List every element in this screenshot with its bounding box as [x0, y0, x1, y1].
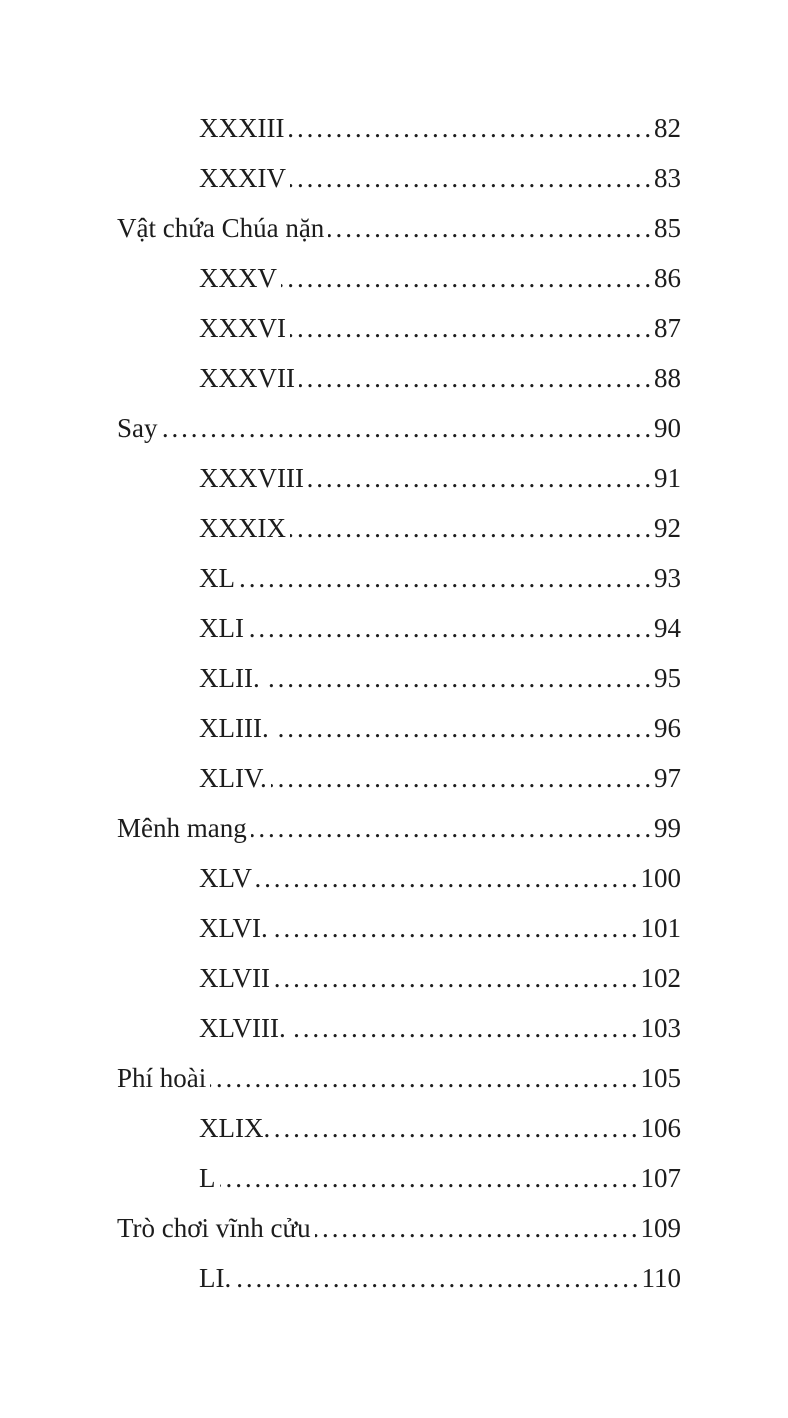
- toc-entry-label: XL: [199, 563, 235, 593]
- toc-entry-page-number: 88: [654, 363, 681, 393]
- toc-entry: [117, 1103, 681, 1153]
- dot-leader: [248, 603, 654, 653]
- toc-entry-page-number: 103: [640, 1013, 681, 1043]
- dot-leader: [281, 253, 654, 303]
- toc-entry: [117, 803, 681, 853]
- toc-entry-label: Trò chơi vĩnh cửu: [117, 1213, 311, 1243]
- toc-entry-label: XLVIII.: [199, 1013, 286, 1043]
- toc-entry-page-number: 99: [654, 813, 681, 843]
- toc-entry-label: XXXV: [199, 263, 277, 293]
- toc-entry: [117, 303, 681, 353]
- table-of-contents: [117, 103, 681, 1303]
- dot-leader: [328, 203, 654, 253]
- toc-entry: [117, 503, 681, 553]
- toc-entry-label: LI.: [199, 1263, 232, 1293]
- toc-entry-label: XXXIV: [199, 163, 286, 193]
- toc-entry: [117, 703, 681, 753]
- toc-entry: [117, 853, 681, 903]
- toc-entry-label: XLIII.: [199, 713, 269, 743]
- toc-entry-label: XXXVIII: [199, 463, 304, 493]
- toc-entry: [117, 353, 681, 403]
- dot-leader: [256, 853, 640, 903]
- dot-leader: [288, 103, 654, 153]
- toc-entry: [117, 1053, 681, 1103]
- toc-entry: [117, 253, 681, 303]
- toc-entry-label: XXXIII: [199, 113, 285, 143]
- dot-leader: [273, 703, 654, 753]
- toc-entry-page-number: 93: [654, 563, 681, 593]
- toc-entry-label: XLIV.: [199, 763, 267, 793]
- toc-entry-label: XXXVI: [199, 313, 286, 343]
- toc-entry-page-number: 83: [654, 163, 681, 193]
- toc-entry-label: XLIX.: [199, 1113, 271, 1143]
- dot-leader: [290, 153, 654, 203]
- toc-entry-page-number: 86: [654, 263, 681, 293]
- dot-leader: [239, 553, 654, 603]
- toc-entry-label: Say: [117, 413, 158, 443]
- toc-entry-page-number: 85: [654, 213, 681, 243]
- toc-entry-page-number: 100: [640, 863, 681, 893]
- toc-entry: [117, 1203, 681, 1253]
- toc-entry-label: XLII.: [199, 663, 260, 693]
- dot-leader: [290, 503, 654, 553]
- dot-leader: [264, 653, 654, 703]
- toc-entry-label: L: [199, 1163, 216, 1193]
- toc-entry-page-number: 95: [654, 663, 681, 693]
- dot-leader: [235, 1253, 641, 1303]
- dot-leader: [274, 953, 641, 1003]
- toc-entry-label: XXXVII: [199, 363, 295, 393]
- dot-leader: [220, 1153, 641, 1203]
- toc-entry: [117, 203, 681, 253]
- toc-entry: [117, 653, 681, 703]
- dot-leader: [290, 303, 654, 353]
- dot-leader: [210, 1053, 640, 1103]
- dot-leader: [290, 1003, 641, 1053]
- toc-entry: [117, 153, 681, 203]
- toc-entry-label: Vật chứa Chúa nặn: [117, 213, 325, 243]
- dot-leader: [271, 753, 654, 803]
- toc-entry-page-number: 87: [654, 313, 681, 343]
- dot-leader: [308, 453, 654, 503]
- toc-entry-page-number: 91: [654, 463, 681, 493]
- dot-leader: [299, 353, 654, 403]
- toc-entry-page-number: 97: [654, 763, 681, 793]
- toc-entry-page-number: 102: [640, 963, 681, 993]
- dot-leader: [272, 903, 641, 953]
- toc-entry: [117, 603, 681, 653]
- toc-entry: [117, 753, 681, 803]
- toc-entry-page-number: 110: [641, 1263, 681, 1293]
- toc-entry: [117, 1003, 681, 1053]
- toc-entry: [117, 403, 681, 453]
- toc-entry-page-number: 105: [640, 1063, 681, 1093]
- toc-entry-label: Mênh mang: [117, 813, 247, 843]
- toc-entry-label: Phí hoài: [117, 1063, 207, 1093]
- toc-entry: [117, 1153, 681, 1203]
- toc-entry-page-number: 94: [654, 613, 681, 643]
- toc-entry-label: XLI: [199, 613, 244, 643]
- toc-entry-page-number: 106: [640, 1113, 681, 1143]
- toc-entry-label: XLVI.: [199, 913, 268, 943]
- toc-entry: [117, 553, 681, 603]
- dot-leader: [162, 403, 655, 453]
- toc-entry-page-number: 107: [640, 1163, 681, 1193]
- dot-leader: [251, 803, 654, 853]
- toc-entry-page-number: 82: [654, 113, 681, 143]
- toc-entry-page-number: 96: [654, 713, 681, 743]
- toc-entry: [117, 953, 681, 1003]
- toc-entry-page-number: 90: [654, 413, 681, 443]
- toc-entry-page-number: 92: [654, 513, 681, 543]
- toc-entry: [117, 453, 681, 503]
- toc-entry-label: XXXIX: [199, 513, 286, 543]
- dot-leader: [315, 1203, 641, 1253]
- toc-entry-label: XLVII: [199, 963, 270, 993]
- toc-entry: [117, 903, 681, 953]
- toc-entry-page-number: 101: [640, 913, 681, 943]
- dot-leader: [274, 1103, 640, 1153]
- toc-entry: [117, 1253, 681, 1303]
- toc-entry-label: XLV: [199, 863, 253, 893]
- toc-entry-page-number: 109: [640, 1213, 681, 1243]
- toc-entry: [117, 103, 681, 153]
